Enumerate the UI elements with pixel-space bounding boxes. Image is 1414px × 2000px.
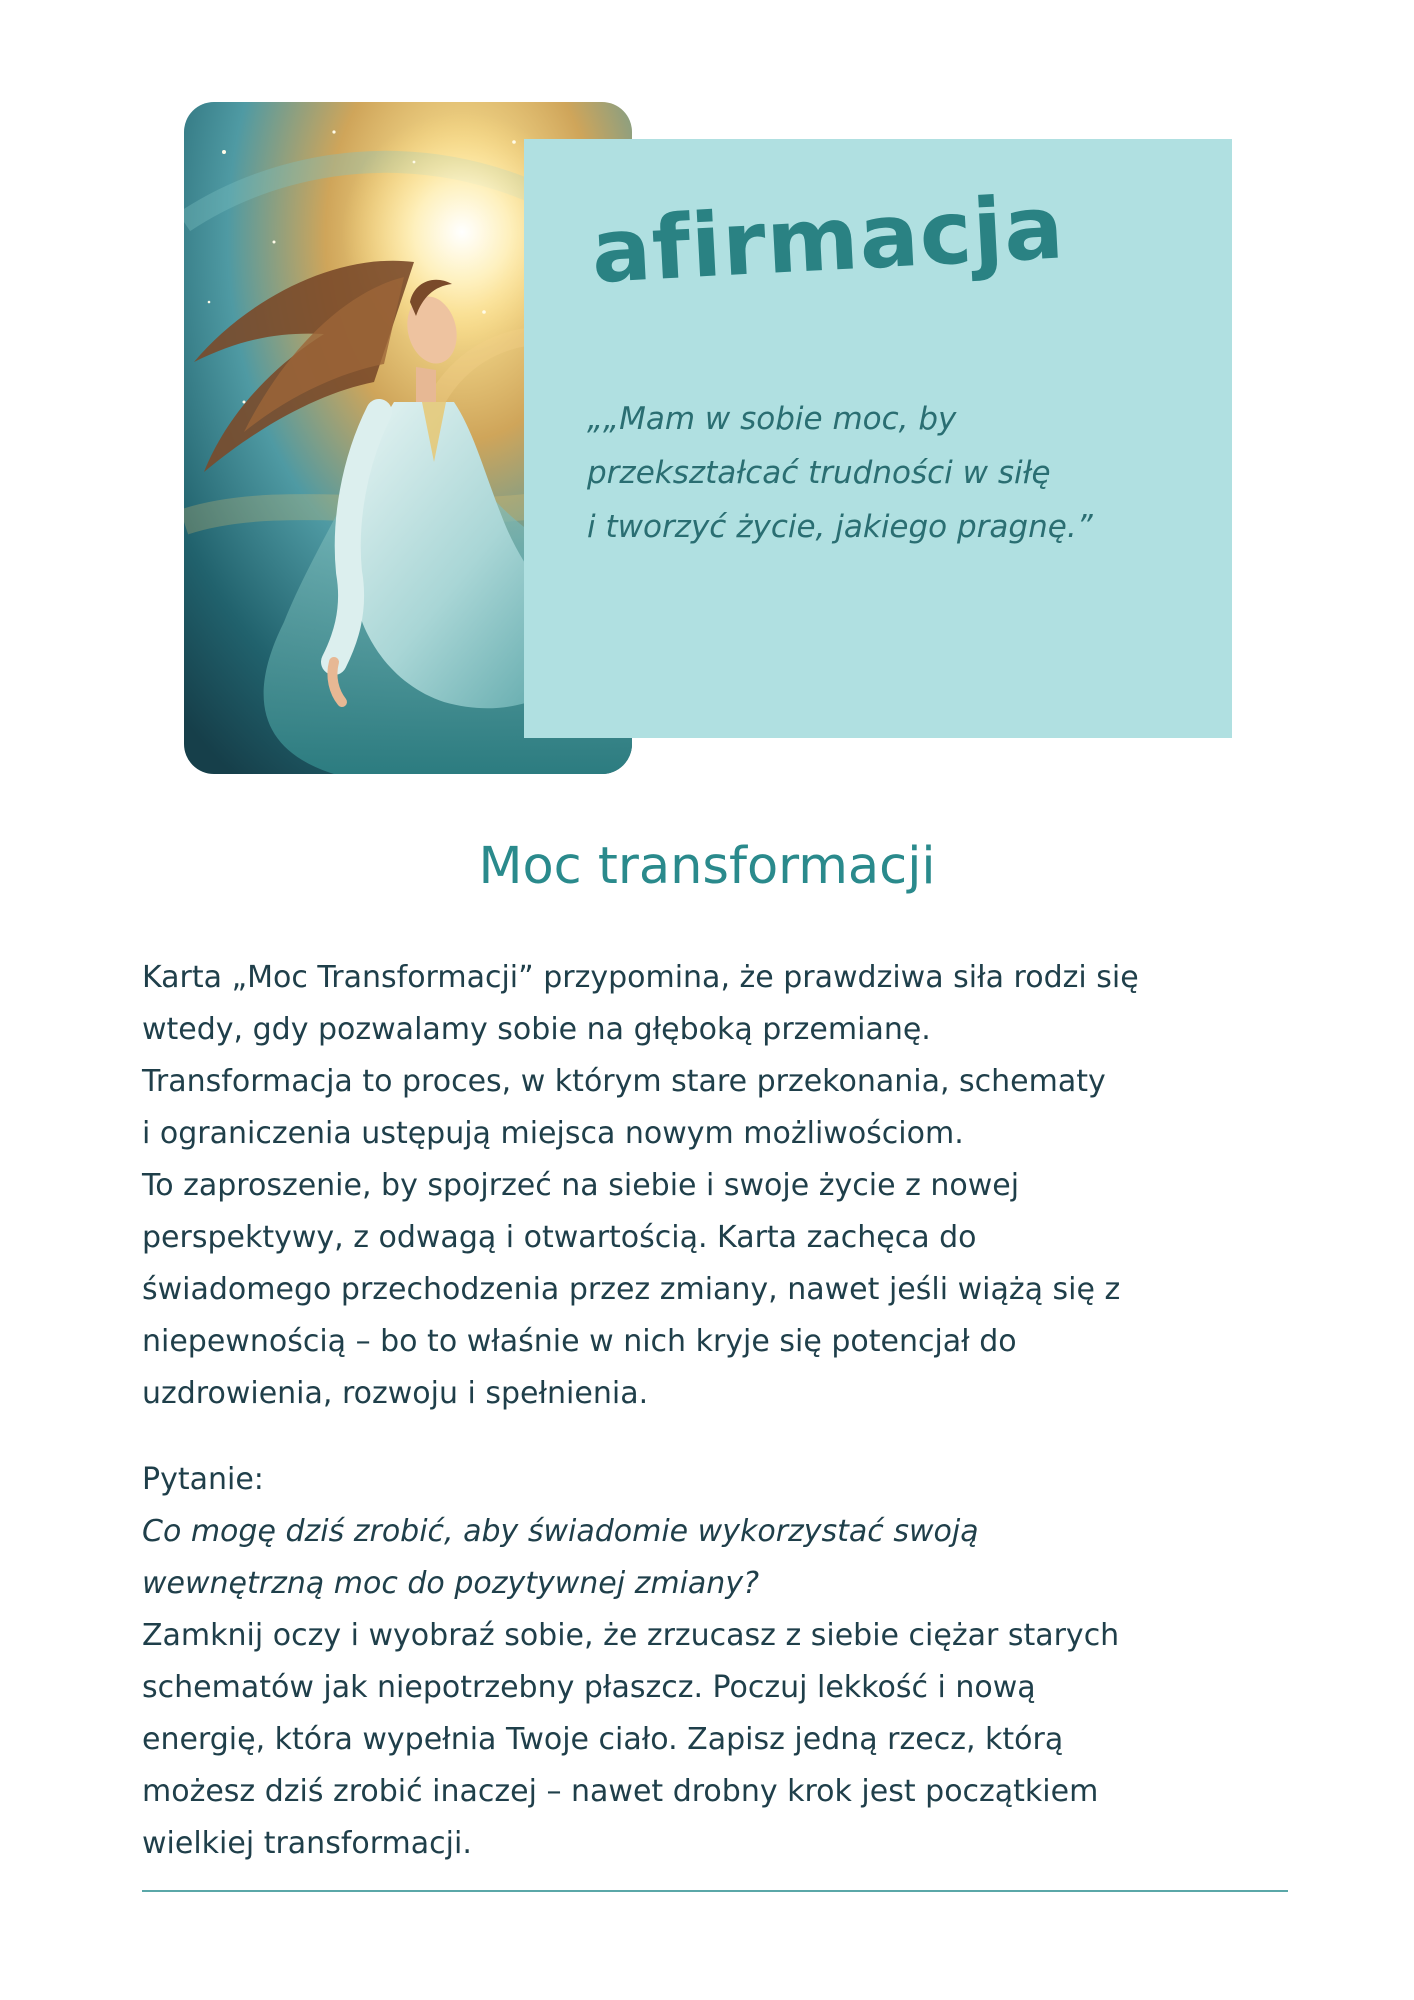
exercise-line: Zamknij oczy i wyobraź sobie, że zrzucasz z siebie ciężar starych: [142, 1618, 1120, 1653]
question-line: Co mogę dziś zrobić, aby świadomie wykorzystać swoją: [142, 1514, 979, 1549]
paragraph-line: To zaproszenie, by spojrzeć na siebie i swoje życie z nowej: [142, 1168, 1020, 1203]
question-label: Pytanie:: [142, 1462, 264, 1497]
affirmation-quote: [587, 392, 1187, 554]
exercise-line: możesz dziś zrobić inaczej – nawet drobny krok jest początkiem: [142, 1774, 1099, 1809]
paragraph-line: i ograniczenia ustępują miejsca nowym możliwościom.: [142, 1116, 964, 1151]
affirmation-title: afirmacja: [588, 175, 1067, 303]
paragraph-line: świadomego przechodzenia przez zmiany, nawet jeśli wiążą się z: [142, 1272, 1121, 1307]
question-line: wewnętrzną moc do pozytywnej zmiany?: [142, 1566, 759, 1601]
bottom-divider: [142, 1890, 1288, 1892]
exercise-line: schematów jak niepotrzebny płaszcz. Poczuj lekkość i nową: [142, 1670, 1036, 1705]
exercise-line: energię, która wypełnia Twoje ciało. Zapisz jedną rzecz, którą: [142, 1722, 1064, 1757]
paragraph-line: wtedy, gdy pozwalamy sobie na głęboką przemianę.: [142, 1012, 931, 1047]
section-title: Moc transformacji: [478, 837, 936, 896]
paragraph-line: uzdrowienia, rozwoju i spełnienia.: [142, 1376, 649, 1411]
paragraph-line: Karta „Moc Transformacji” przypomina, że prawdziwa siła rodzi się: [142, 960, 1139, 995]
card-description: [142, 952, 1292, 1870]
exercise-line: wielkiej transformacji.: [142, 1826, 472, 1861]
affirmation-quote-line: „„Mam w sobie moc, by: [587, 401, 957, 437]
paragraph-spacer: [142, 1420, 1292, 1454]
paragraph-line: perspektywy, z odwagą i otwartością. Karta zachęca do: [142, 1220, 977, 1255]
affirmation-quote-line: i tworzyć życie, jakiego pragnę.”: [587, 509, 1093, 545]
paragraph-line: Transformacja to proces, w którym stare przekonania, schematy: [142, 1064, 1106, 1099]
paragraph-line: niepewnością – bo to właśnie w nich kryje się potencjał do: [142, 1324, 1017, 1359]
affirmation-quote-line: przekształcać trudności w siłę: [587, 455, 1051, 491]
